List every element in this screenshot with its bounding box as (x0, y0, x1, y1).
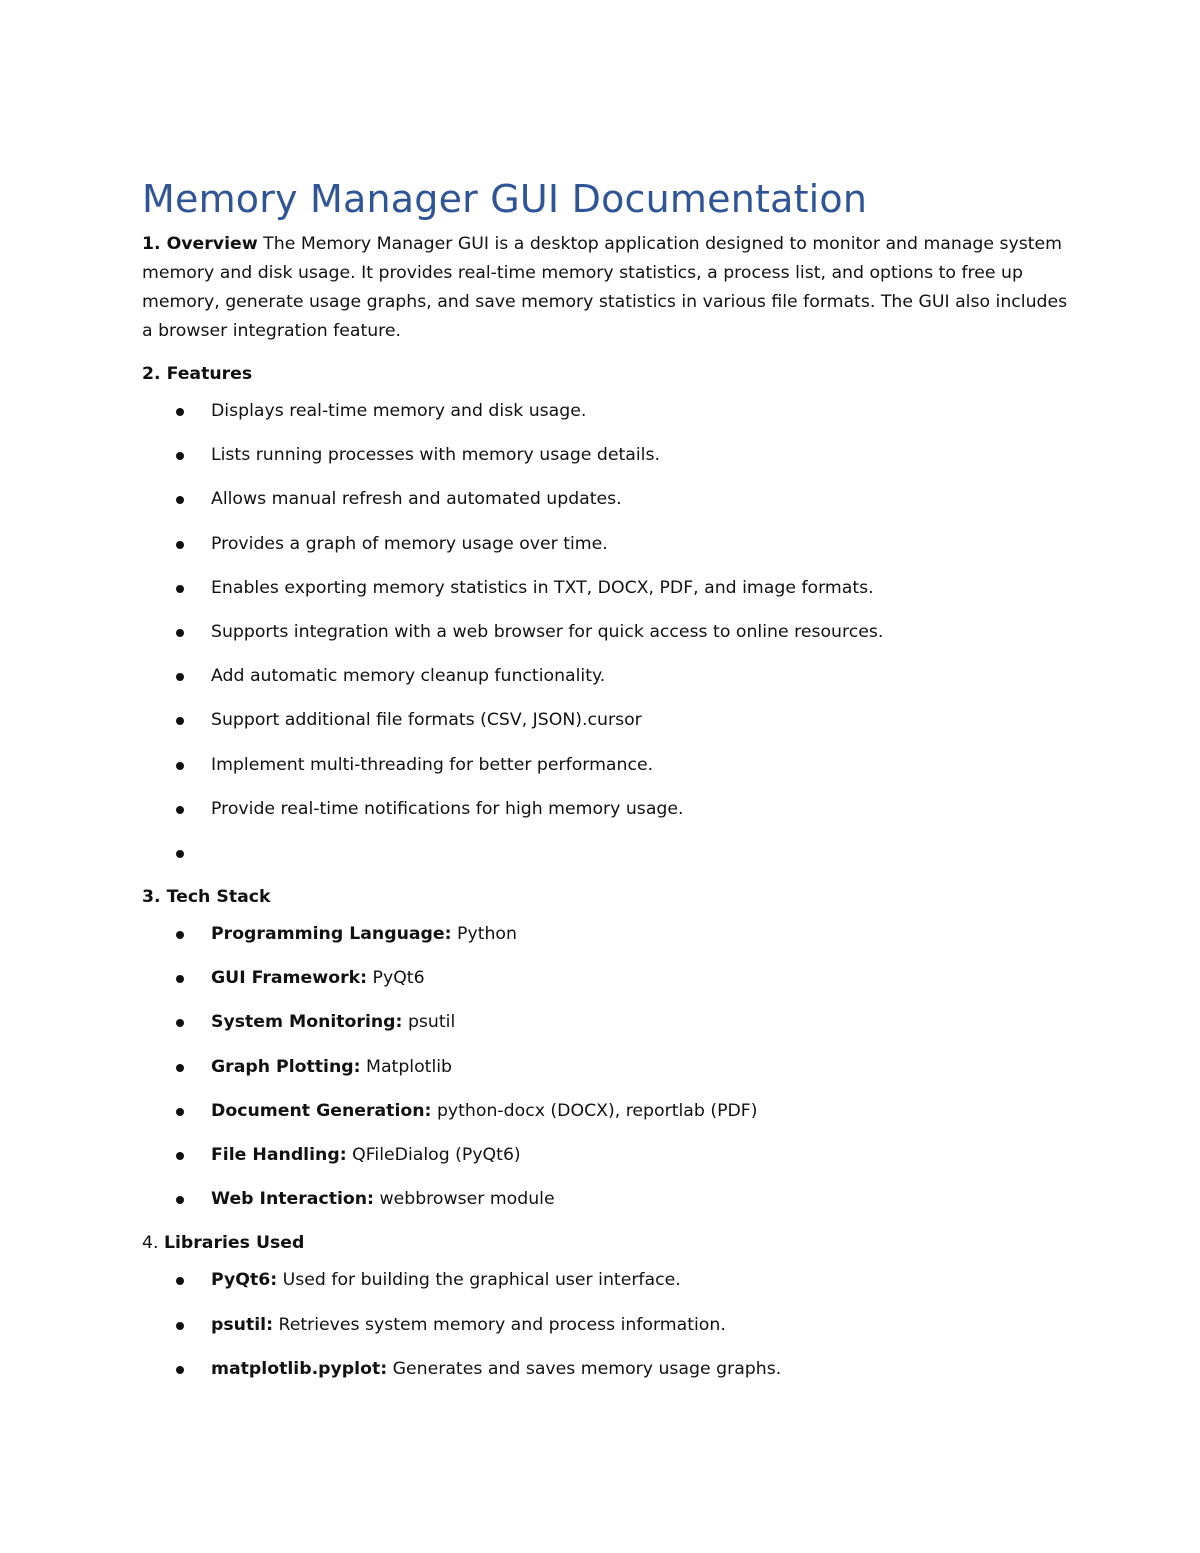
feature-text: Provide real-time notifications for high memory usage. (211, 798, 684, 819)
feature-text: Support additional file formats (CSV, JSON).cursor (211, 710, 642, 731)
library-value: Generates and saves memory usage graphs. (387, 1358, 782, 1379)
feature-text: Provides a graph of memory usage over time. (211, 533, 608, 554)
list-item (142, 920, 1072, 949)
list-item (142, 795, 1072, 824)
list-item (142, 485, 1072, 514)
bullet-icon (176, 496, 184, 504)
tech-stack-heading: 3. Tech Stack (142, 887, 271, 908)
list-item (142, 751, 1072, 780)
library-term: PyQt6: (211, 1270, 278, 1291)
list-item (142, 530, 1072, 559)
tech-value: python-docx (DOCX), reportlab (PDF) (431, 1100, 758, 1121)
tech-stack-list (142, 920, 1072, 1214)
feature-text: Lists running processes with memory usage details. (211, 445, 660, 466)
bullet-icon (176, 541, 184, 549)
overview-text: The Memory Manager GUI is a desktop application designed to monitor and manage system memory and disk usage. It provides real-time memory statistics, a process list, and options to free up memory, generate usage graphs, and save memory statistics in various file formats. The GUI also includes a browser integration feature. (142, 234, 1068, 341)
list-item (142, 964, 1072, 993)
tech-term: Document Generation: (211, 1100, 432, 1121)
list-item (142, 839, 1072, 868)
tech-value: webbrowser module (373, 1189, 555, 1210)
tech-term: File Handling: (211, 1145, 347, 1165)
features-heading: 2. Features (142, 364, 253, 384)
list-item (142, 1141, 1072, 1170)
bullet-icon (176, 1277, 184, 1285)
tech-value: Matplotlib (360, 1056, 453, 1077)
feature-text: Add automatic memory cleanup functionality. (211, 666, 606, 687)
bullet-icon (176, 1366, 184, 1374)
bullet-icon (176, 585, 184, 593)
libraries-list (142, 1266, 1072, 1383)
tech-term: System Monitoring: (211, 1012, 403, 1033)
bullet-icon (176, 717, 184, 725)
libraries-heading-text: Libraries Used (163, 1233, 305, 1254)
tech-value: psutil (402, 1012, 456, 1033)
feature-text: Supports integration with a web browser for quick access to online resources. (211, 621, 884, 642)
bullet-icon (176, 1019, 184, 1027)
tech-value: PyQt6 (367, 968, 425, 989)
bullet-icon (176, 850, 184, 858)
list-item (142, 397, 1072, 426)
tech-term: Web Interaction: (211, 1189, 374, 1210)
tech-term: Programming Language: (211, 924, 452, 945)
list-item (142, 1053, 1072, 1082)
library-value: Used for building the graphical user interface. (277, 1270, 681, 1291)
bullet-icon (176, 1064, 184, 1072)
bullet-icon (176, 1322, 184, 1330)
bullet-icon (176, 1196, 184, 1204)
feature-text: Implement multi-threading for better performance. (211, 754, 654, 775)
tech-term: Graph Plotting: (211, 1056, 361, 1077)
list-item (142, 1355, 1072, 1384)
library-value: Retrieves system memory and process information. (272, 1314, 726, 1335)
features-list (142, 397, 1072, 868)
bullet-icon (176, 1108, 184, 1116)
bullet-icon (176, 931, 184, 939)
tech-term: GUI Framework: (211, 968, 368, 989)
list-item (142, 618, 1072, 647)
bullet-icon (176, 975, 184, 983)
list-item (142, 441, 1072, 470)
tech-value: QFileDialog (PyQt6) (346, 1145, 521, 1165)
library-term: matplotlib.pyplot: (211, 1358, 388, 1379)
feature-text: Allows manual refresh and automated updates. (211, 489, 622, 510)
document-page (142, 174, 1072, 1399)
list-item (142, 1097, 1072, 1126)
overview-heading: 1. Overview (142, 234, 258, 254)
document-title: Memory Manager GUI Documentation (142, 177, 868, 221)
list-item (142, 1185, 1072, 1214)
bullet-icon (176, 673, 184, 681)
libraries-heading-number: 4. (142, 1233, 164, 1254)
bullet-icon (176, 452, 184, 460)
bullet-icon (176, 1152, 184, 1160)
bullet-icon (176, 806, 184, 814)
list-item (142, 574, 1072, 603)
overview-paragraph (142, 230, 1072, 346)
list-item (142, 706, 1072, 735)
bullet-icon (176, 629, 184, 637)
list-item (142, 662, 1072, 691)
library-term: psutil: (211, 1314, 273, 1335)
feature-text: Enables exporting memory statistics in TXT, DOCX, PDF, and image formats. (211, 577, 874, 598)
list-item (142, 1266, 1072, 1295)
bullet-icon (176, 408, 184, 416)
list-item (142, 1311, 1072, 1340)
libraries-heading (142, 1229, 1072, 1258)
feature-text: Displays real-time memory and disk usage. (211, 401, 587, 421)
bullet-icon (176, 762, 184, 770)
list-item (142, 1008, 1072, 1037)
tech-value: Python (451, 924, 517, 945)
